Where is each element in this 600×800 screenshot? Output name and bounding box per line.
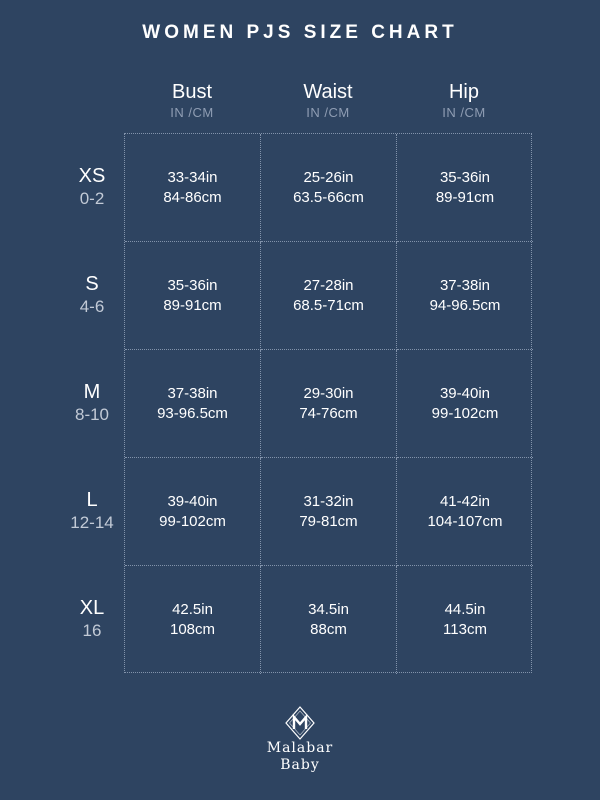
cell-centimeters: 63.5-66cm [293, 188, 364, 206]
cell-centimeters: 94-96.5cm [429, 296, 501, 314]
size-range: 0-2 [79, 189, 105, 208]
cell-inches: 39-40in [439, 384, 491, 402]
column-unit: IN /CM [306, 105, 350, 120]
cell-inches: 33-34in [167, 168, 218, 186]
table-cell [261, 566, 397, 674]
size-table [124, 133, 532, 673]
row-header-xl [50, 596, 134, 642]
column-unit: IN /CM [442, 105, 486, 120]
cell-centimeters: 93-96.5cm [157, 404, 228, 422]
table-cell [397, 350, 533, 458]
cell-inches: 44.5in [444, 601, 486, 618]
row-header-s [50, 272, 134, 318]
table-cell [261, 242, 397, 350]
cell-inches: 27-28in [303, 276, 354, 294]
brand-name-line1: Malabar [266, 740, 334, 756]
table-cell [397, 458, 533, 566]
cell-inches: 39-40in [167, 492, 218, 510]
m-diamond-logo-icon [285, 706, 315, 740]
table-cell [397, 242, 533, 350]
table-cell [125, 566, 261, 674]
size-label: M [83, 381, 101, 403]
cell-centimeters: 104-107cm [427, 512, 503, 530]
column-unit: IN /CM [170, 105, 214, 120]
cell-centimeters: 79-81cm [299, 512, 358, 530]
table-cell [261, 458, 397, 566]
cell-inches: 35-36in [439, 168, 491, 186]
table-cell [125, 350, 261, 458]
cell-inches: 31-32in [303, 492, 354, 510]
cell-inches: 29-30in [303, 384, 354, 402]
table-cell [261, 134, 397, 242]
column-header-bust [124, 80, 260, 122]
cell-centimeters: 74-76cm [299, 404, 358, 422]
size-label: S [85, 273, 99, 295]
table-cell [397, 134, 533, 242]
page-title: WOMEN PJS SIZE CHART [142, 22, 458, 43]
cell-centimeters: 68.5-71cm [293, 296, 364, 314]
size-label: L [86, 489, 98, 511]
cell-centimeters: 99-102cm [159, 512, 226, 530]
table-cell [261, 350, 397, 458]
cell-inches: 37-38in [167, 384, 218, 402]
cell-centimeters: 99-102cm [431, 404, 499, 422]
table-cell [125, 458, 261, 566]
table-cell [125, 242, 261, 350]
row-header-m [50, 380, 134, 426]
cell-centimeters: 84-86cm [163, 188, 222, 206]
row-header-xs [50, 164, 134, 210]
cell-inches: 25-26in [303, 168, 354, 186]
cell-centimeters: 88cm [310, 621, 347, 638]
size-range: 4-6 [79, 297, 105, 316]
table-cell [125, 134, 261, 242]
column-header-hip [396, 80, 532, 122]
brand-name-line2: Baby [280, 757, 320, 773]
size-label: XL [79, 597, 105, 619]
cell-centimeters: 108cm [169, 621, 216, 638]
size-range: 12-14 [70, 513, 114, 532]
column-name: Hip [448, 81, 479, 103]
column-name: Waist [303, 81, 353, 103]
cell-inches: 34.5in [308, 601, 349, 618]
cell-inches: 41-42in [439, 492, 491, 510]
cell-inches: 37-38in [439, 276, 491, 294]
size-range: 16 [82, 621, 102, 640]
column-name: Bust [171, 81, 213, 103]
size-range: 8-10 [74, 405, 110, 424]
cell-inches: 35-36in [167, 276, 218, 294]
brand-logo [250, 706, 350, 774]
row-header-l [50, 488, 134, 534]
size-label: XS [78, 165, 106, 187]
cell-centimeters: 89-91cm [163, 296, 222, 314]
table-cell [397, 566, 533, 674]
cell-centimeters: 89-91cm [435, 188, 495, 206]
column-header-waist [260, 80, 396, 122]
cell-inches: 42.5in [172, 601, 213, 618]
cell-centimeters: 113cm [443, 621, 487, 638]
